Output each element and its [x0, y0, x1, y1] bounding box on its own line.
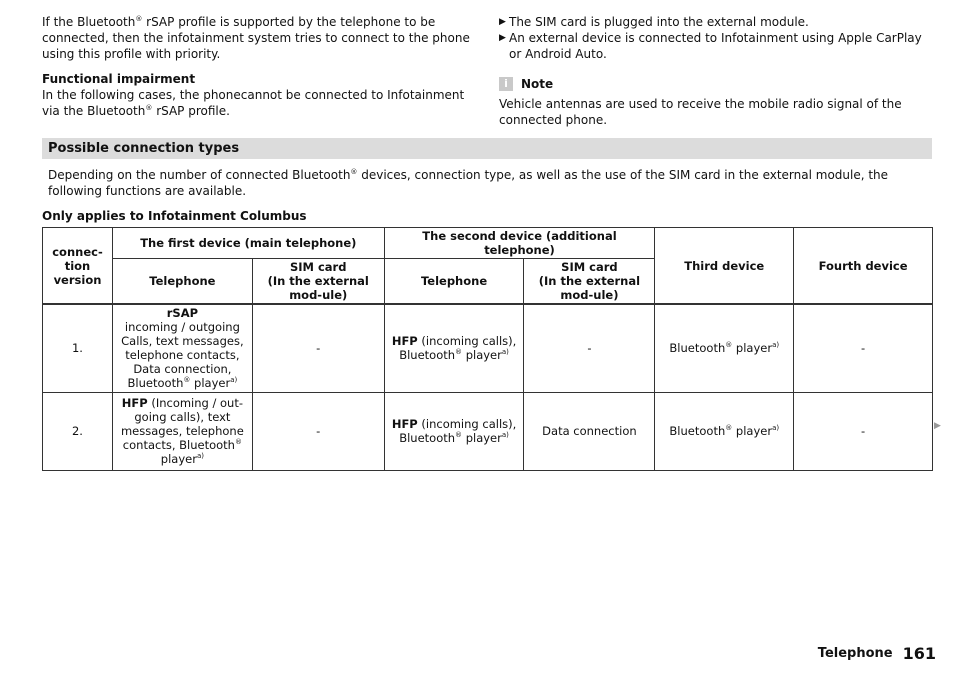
header-version: connec-tion version: [43, 228, 113, 305]
cell-version: 1.: [43, 304, 113, 392]
cell-sim: -: [252, 392, 384, 470]
cell-telephone: rSAP incoming / outgoing Calls, text messages, telephone contacts, Data connection, Bluetooth® player$^{a)}$: [112, 304, 252, 392]
footnote-mark: a): [501, 431, 509, 440]
cell-third-device: Bluetooth® player$^{a)}$: [655, 392, 794, 470]
table-row: [43, 392, 933, 470]
info-icon: i: [499, 77, 513, 91]
cell-fourth-device: -: [794, 392, 933, 470]
registered-mark: ®: [135, 15, 143, 23]
functional-impairment-title: Functional impairment: [42, 72, 196, 86]
cell-sim: -: [252, 304, 384, 392]
cell-telephone: HFP (Incoming / out-going calls), text messages, telephone contacts, Bluetooth® player$^{a)}$: [112, 392, 252, 470]
cell-sim-2: -: [524, 304, 655, 392]
header-telephone: Telephone: [384, 259, 524, 305]
footnote-mark: a): [230, 376, 238, 385]
functional-impairment-paragraph: Functional impairment In the following cases, the phonecannot be connected to Infotainment via the Bluetooth® rSAP profile.: [42, 72, 465, 118]
footnote-mark: a): [772, 341, 780, 350]
page-footer: [818, 644, 936, 663]
note-text: Vehicle antennas are used to receive the mobile radio signal of the connected phone.: [499, 97, 902, 127]
footnote-mark: a): [196, 452, 204, 461]
cell-sim-2: Data connection: [524, 392, 655, 470]
page-number: 161: [902, 644, 936, 663]
footer-section-name: Telephone: [817, 646, 893, 661]
header-telephone: Telephone: [112, 259, 252, 305]
cell-third-device: Bluetooth® player$^{a)}$: [655, 304, 794, 392]
footnote-mark: a): [501, 348, 509, 357]
cell-version: 2.: [43, 392, 113, 470]
cell-telephone-2: HFP (incoming calls), Bluetooth® player$^{a)}$: [384, 304, 524, 392]
table-header-row: [43, 228, 933, 259]
header-sim-card: SIM card (In the external mod-ule): [252, 259, 384, 305]
note-title: Note: [521, 77, 554, 91]
section-heading: Possible connection types: [42, 138, 932, 159]
rsap-priority-paragraph: If the Bluetooth® rSAP profile is supported by the telephone to be connected, then the infotainment system tries to connect to the phone using this profile with priority.: [42, 15, 470, 61]
registered-mark: ®: [145, 104, 153, 112]
registered-mark: ®: [350, 168, 358, 176]
cell-telephone-2: HFP (incoming calls), Bluetooth® player$^{a)}$: [384, 392, 524, 470]
header-fourth-device: Fourth device: [794, 228, 933, 305]
cell-fourth-device: -: [794, 304, 933, 392]
header-sim-card: SIM card (In the external mod-ule): [524, 259, 655, 305]
bullet-arrow-icon: ▶: [499, 33, 506, 43]
continue-arrow-icon: ▶: [934, 421, 941, 431]
header-third-device: Third device: [655, 228, 794, 305]
left-column: [42, 14, 472, 127]
table-row: [43, 304, 933, 392]
note-heading: [499, 76, 929, 92]
bullet-item: ▶ An external device is connected to Infotainment using Apple CarPlay or Android Auto.: [499, 31, 922, 61]
bullet-item: ▶ The SIM card is plugged into the external module.: [499, 15, 809, 29]
right-column: [499, 14, 929, 128]
header-second-device: The second device (additional telephone): [384, 228, 655, 259]
header-first-device: The first device (main telephone): [112, 228, 384, 259]
bullet-arrow-icon: ▶: [499, 17, 506, 27]
footnote-mark: a): [772, 424, 780, 433]
applies-note: Only applies to Infotainment Columbus: [42, 209, 307, 223]
connection-types-table: [42, 227, 933, 471]
section-intro: Depending on the number of connected Bluetooth® devices, connection type, as well as the use of the SIM card in the external module, the following functions are available.: [48, 168, 889, 198]
